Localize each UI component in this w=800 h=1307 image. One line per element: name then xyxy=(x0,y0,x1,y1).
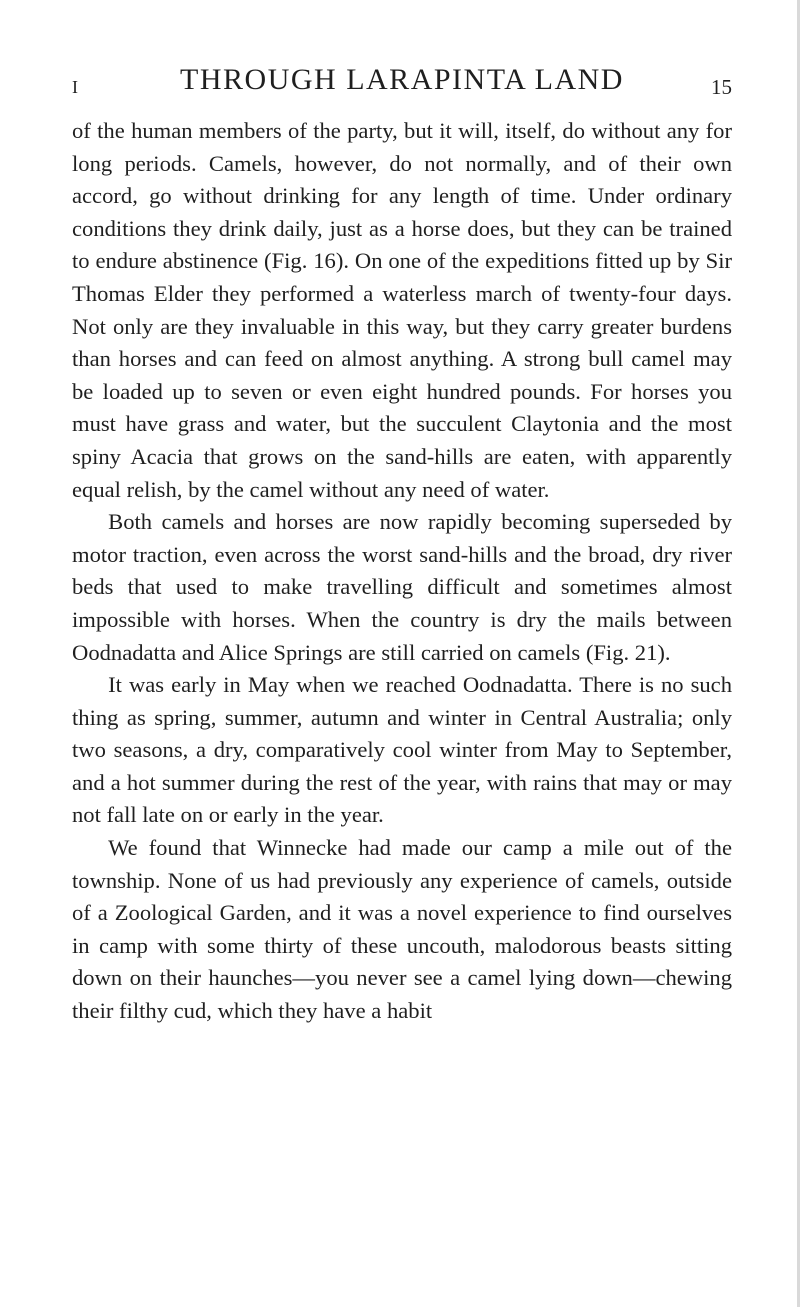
paragraph-3: It was early in May when we reached Oodnadatta. There is no such thing as spring, summer, autumn and winter in Central Australia; only two seasons, a dry, comparatively cool winter from May to September, and a hot summer during the rest of the year, with rains that may or may not fall late on or early in the year. xyxy=(72,672,732,828)
body-text xyxy=(72,115,732,1028)
paragraph-2: Both camels and horses are now rapidly becoming superseded by motor traction, even across the worst sand-hills and the broad, dry river beds that used to make travelling difficult and sometimes almost impossible with horses. When the country is dry the mails between Oodnadatta and Alice Springs are still carried on camels (Fig. 21). xyxy=(72,509,732,665)
running-title: THROUGH LARAPINTA LAND xyxy=(180,63,624,96)
chapter-number: I xyxy=(72,77,79,97)
running-head xyxy=(72,63,732,103)
paragraph-1: of the human members of the party, but it will, itself, do without any for long periods. Camels, however, do not normally, and of their own accord, go without drinking for any length of time. Under ordinary conditions they drink daily, just as a horse does, but they can be trained to endure abstinence (Fig. 16). On one of the expeditions fitted up by Sir Thomas Elder they performed a waterless march of twenty-four days. Not only are they invaluable in this way, but they carry greater burdens than horses and can feed on almost anything. A strong bull camel may be loaded up to seven or even eight hundred pounds. For horses you must have grass and water, but the succulent Claytonia and the most spiny Acacia that grows on the sand-hills are eaten, with apparently equal relish, by the camel without any need of water. xyxy=(72,118,732,502)
paragraph-4: We found that Winnecke had made our camp a mile out of the township. None of us had previously any experience of camels, outside of a Zoological Garden, and it was a novel experience to find ourselves in camp with some thirty of these uncouth, malodorous beasts sitting down on their haunches—you never see a camel lying down—chewing their filthy cud, which they have a habit xyxy=(72,835,732,1024)
page-number: 15 xyxy=(711,75,732,99)
